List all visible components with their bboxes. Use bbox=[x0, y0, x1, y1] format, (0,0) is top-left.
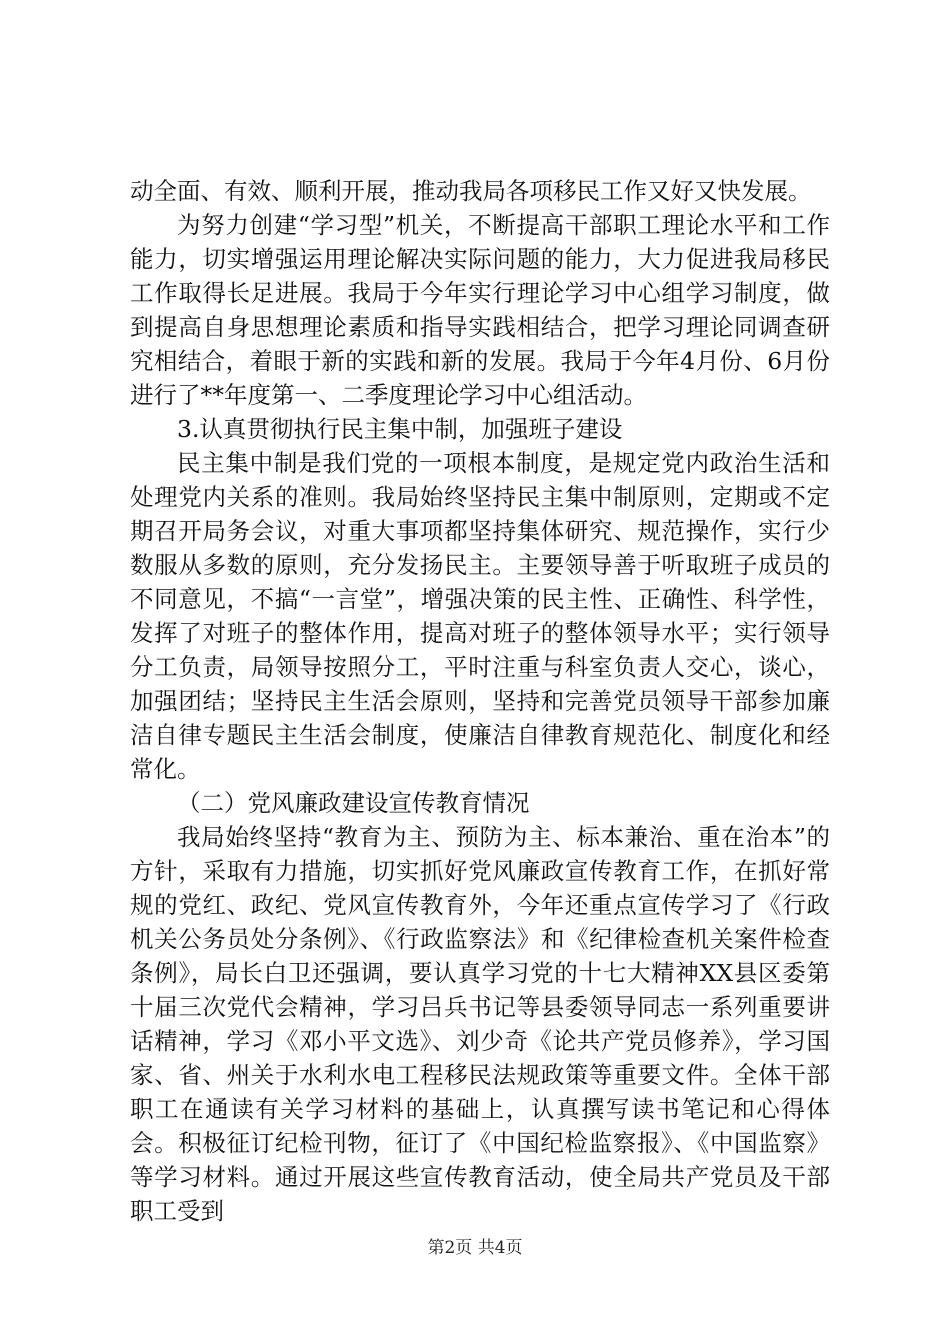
paragraph-democratic-centralism: 民主集中制是我们党的一项根本制度，是规定党内政治生活和处理党内关系的准则。我局始终坚持民主集中制原则，定期或不定期召开局务会议，对重大事项都坚持集体研究、规范操作，实行少数服从多数的原则，充分发扬民主。主要领导善于听取班子成员的不同意见，不搞“一言堂”，增强决策的民主性、正确性、科学性，发挥了对班子的整体作用，提高对班子的整体领导水平；实行领导分工负责，局领导按照分工，平时注重与科室负责人交心，谈心，加强团结；坚持民主生活会原则，坚持和完善党员领导干部参加廉洁自律专题民主生活会制度，使廉洁自律教育规范化、制度化和经常化。 bbox=[130, 449, 830, 783]
paragraph-study-organization: 为努力创建“学习型”机关，不断提高干部职工理论水平和工作能力，切实增强运用理论解决实际问题的能力，大力促进我局移民工作取得长足进展。我局于今年实行理论学习中心组学习制度，做到提高自身思想理论素质和指导实践相结合，把学习理论同调查研究相结合，着眼于新的实践和新的发展。我局于今年4月份、6月份进行了**年度第一、二季度理论学习中心组活动。 bbox=[130, 211, 830, 409]
paragraph-education: 我局始终坚持“教育为主、预防为主、标本兼治、重在治本”的方针，采取有力措施，切实抓好党风廉政宣传教育工作，在抓好常规的党红、政纪、党风宣传教育外，今年还重点宣传学习了《行政机关公务员处分条例》、《行政监察法》和《纪律检查机关案件检查条例》，局长白卫还强调，要认真学习党的十七大精神XX县区委第十届三次党代会精神，学习吕兵书记等县委领导同志一系列重要讲话精神，学习《邓小平文选》、刘少奇《论共产党员修养》，学习国家、省、州关于水利水电工程移民法规政策等重要文件。全体干部职工在通读有关学习材料的基础上，认真撰写读书笔记和心得体会。积极征订纪检刊物，征订了《中国纪检监察报》、《中国监察》等学习材料。通过开展这些宣传教育活动，使全局共产党员及干部职工受到 bbox=[130, 823, 830, 1225]
document-body bbox=[130, 174, 830, 1228]
section-heading-democratic-centralism: 3.认真贯彻执行民主集中制，加强班子建设 bbox=[177, 415, 623, 443]
page-number-footer: 第2页 共4页 bbox=[427, 1238, 523, 1258]
paragraph-continuation: 动全面、有效、顺利开展，推动我局各项移民工作又好又快发展。 bbox=[130, 177, 812, 205]
section-heading-education: （二）党风廉政建设宣传教育情况 bbox=[177, 789, 530, 817]
